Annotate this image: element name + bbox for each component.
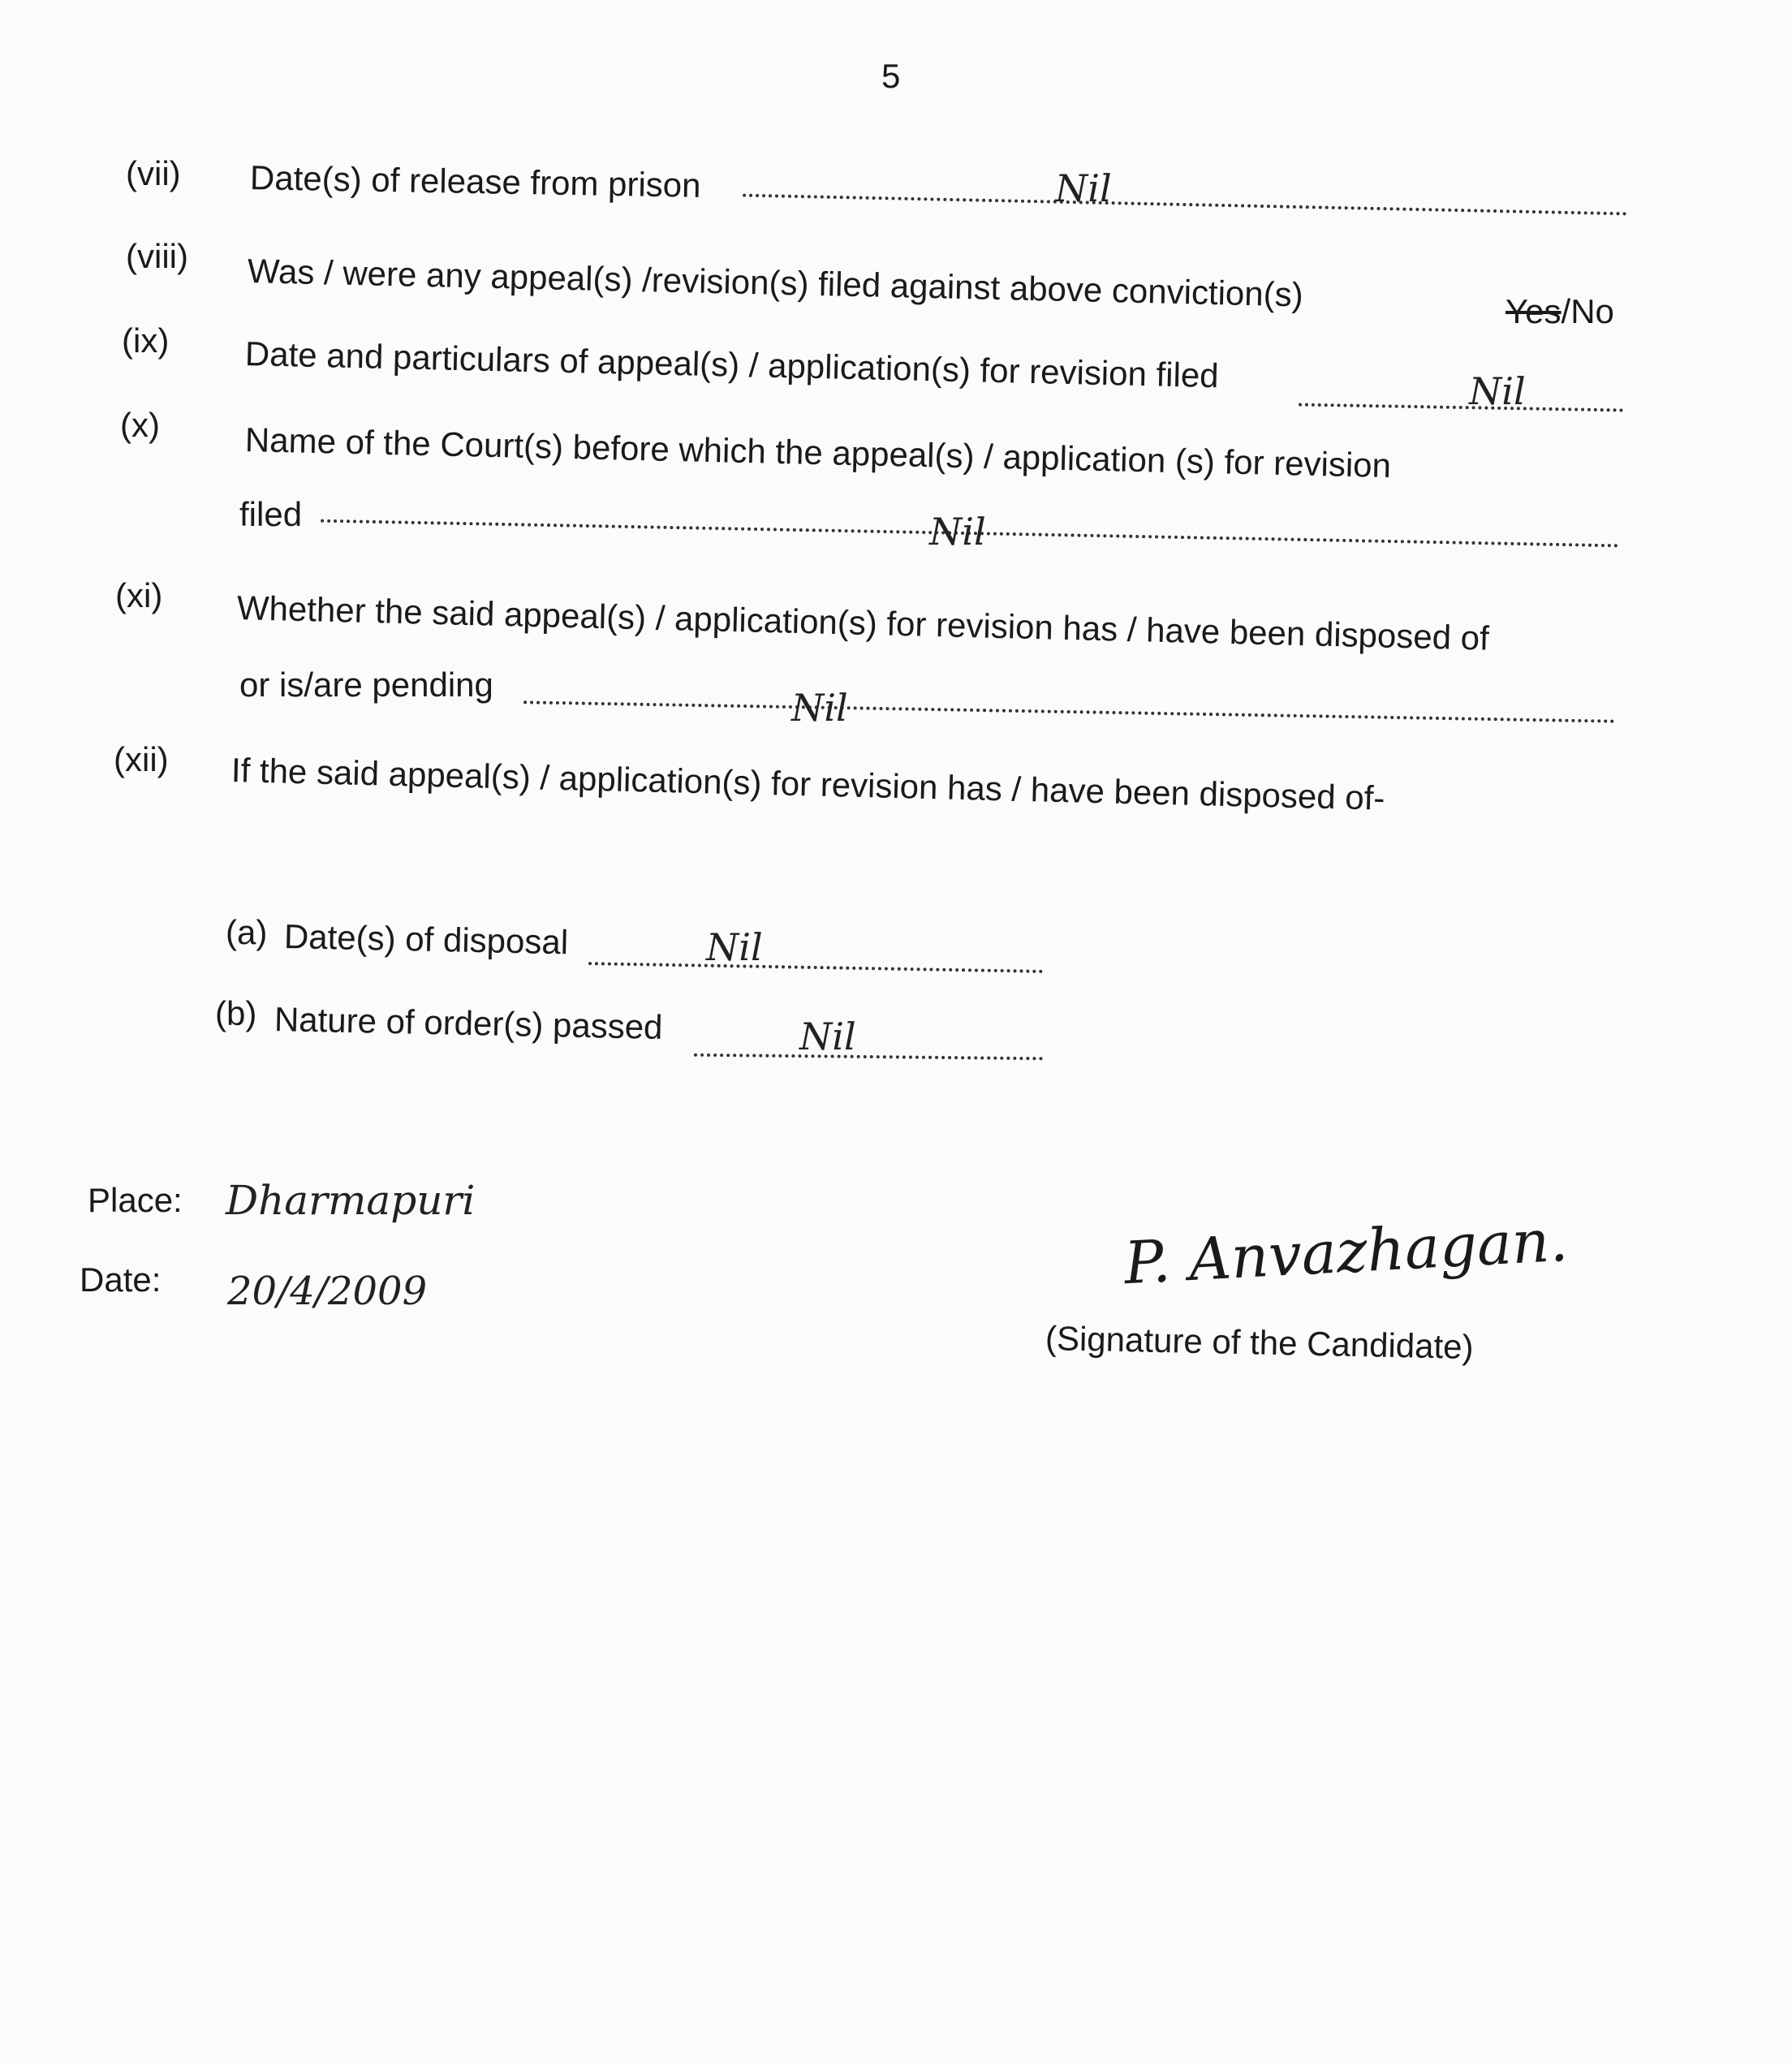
- item-text-continued: filed: [239, 495, 303, 533]
- handwritten-answer: Nil: [1055, 166, 1112, 210]
- answer-line: [1299, 403, 1623, 412]
- answer-separator: /: [1561, 292, 1571, 330]
- item-text: Was / were any appeal(s) /revision(s) filed against above conviction(s): [247, 252, 1304, 314]
- selected-answer: No: [1570, 292, 1614, 330]
- candidate-signature: P. Anvazhagan.: [1122, 1205, 1570, 1298]
- sub-item-label: (b): [215, 994, 257, 1032]
- answer-line: [523, 700, 1615, 722]
- handwritten-answer: Nil: [791, 686, 848, 730]
- yes-no-answer: [1506, 292, 1614, 331]
- place-value: Dharmapuri: [226, 1177, 476, 1224]
- date-label: Date:: [80, 1260, 162, 1299]
- date-value: 20/4/2009: [227, 1269, 428, 1314]
- answer-line: [694, 1054, 1043, 1061]
- item-text: If the said appeal(s) / application(s) for revision has / have been disposed of-: [230, 751, 1385, 817]
- place-label: Place:: [88, 1181, 183, 1219]
- sub-item-text: Date(s) of disposal: [283, 917, 569, 962]
- item-number: (xii): [114, 740, 169, 778]
- handwritten-answer: Nil: [1469, 369, 1526, 413]
- item-number: (viii): [126, 237, 188, 275]
- handwritten-answer: Nil: [706, 925, 763, 969]
- handwritten-answer: Nil: [799, 1015, 856, 1058]
- item-text: Date and particulars of appeal(s) / application(s) for revision filed: [244, 334, 1220, 395]
- item-number: (x): [120, 406, 160, 444]
- sub-item-text: Nature of order(s) passed: [274, 1000, 663, 1047]
- item-text: Date(s) of release from prison: [249, 158, 701, 205]
- signature-caption: (Signature of the Candidate): [1045, 1319, 1475, 1367]
- answer-line: [743, 194, 1627, 216]
- page-number: 5: [881, 57, 901, 95]
- item-text: Name of the Court(s) before which the appeal(s) / application (s) for revision: [244, 420, 1392, 485]
- sub-item-label: (a): [226, 913, 268, 951]
- item-number: (ix): [122, 321, 170, 360]
- item-number: (vii): [126, 154, 181, 192]
- answer-line: [588, 962, 1043, 973]
- handwritten-answer: Nil: [929, 510, 986, 554]
- item-number: (xi): [115, 576, 163, 614]
- item-text: Whether the said appeal(s) / application(s) for revision has / have been disposed of: [236, 588, 1490, 657]
- item-text-continued: or is/are pending: [239, 666, 493, 704]
- struck-yes: Yes: [1506, 292, 1562, 330]
